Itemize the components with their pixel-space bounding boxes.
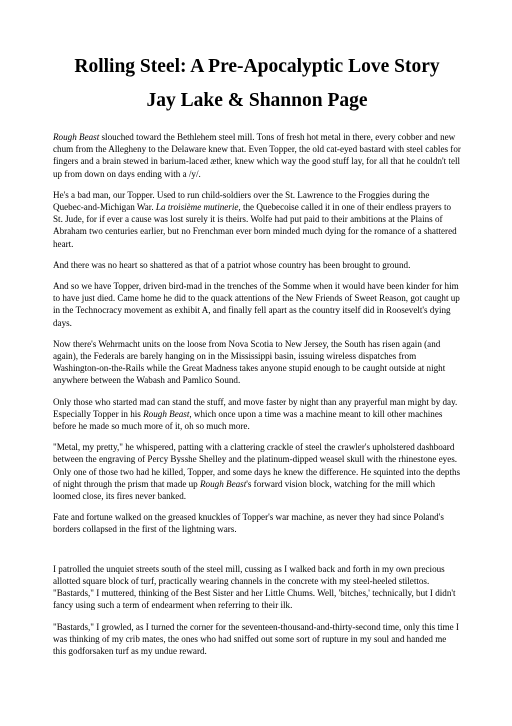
paragraph-text: And so we have Topper, driven bird-mad in the trenches of the Somme when it would have been kinder for him to have just died. Came home he did to the quack attentions of the New Friends of Sweet Reason, got caught up in the Technocracy movement as exhibit A, and finally fell apart as the country itself did in Roosevelt's dying days. xyxy=(53,281,460,328)
story-paragraph xyxy=(53,280,461,329)
paragraph-text: , the Quebecoise called it in one of their endless prayers to St. Jude, for if ever a cause was lost surely it is theirs. Wolfe had put paid to their ambitions at the Plains of Abraham two centuries earlier, but no Frenchman ever born minded much dying for the romance of a shattered heart. xyxy=(53,202,457,249)
story-paragraph xyxy=(53,338,461,387)
story-paragraph xyxy=(53,563,461,612)
paragraph-text: I patrolled the unquiet streets south of the steel mill, cussing as I walked back and forth in my own precious allotted square block of turf, practically wearing channels in the concrete with my steel-heeled stilettos. "Bastards," I muttered, thinking of the Best Sister and her Little Chums. Well, 'bitches,' technically, but I didn't fancy using such a term of endearment when referring to their ilk. xyxy=(53,563,456,611)
paragraph-text: Only those who started mad can stand the stuff, and move faster by night than any prayerful man might by day. Especially Topper in his xyxy=(53,396,458,419)
paragraph-text: Fate and fortune walked on the greased knuckles of Topper's war machine, as never they had since Poland's borders collapsed in the first of the lightning wars. xyxy=(53,512,444,535)
story-title: Rolling Steel: A Pre-Apocalyptic Love Story xyxy=(74,56,440,77)
paragraph-text: "Metal, my pretty," he whispered, patting with a clattering crackle of steel the crawler's upholstered dashboard between the engraving of Percy Bysshe Shelley and the platinum-dipped weasel skull with the rhinestone eyes. Only one of those two had he killed, Topper, and some days he knew the difference. He squinted into the depths of night through the prism that made up xyxy=(53,442,461,489)
paragraph-text: 's forward vision block, watching for the mill which loomed close, its fires never banked. xyxy=(53,478,436,502)
italic-text: Rough Beast xyxy=(143,408,190,419)
story-paragraph xyxy=(53,441,461,502)
paragraph-text: He's a bad man, our Topper. Used to run child-soldiers over the St. Lawrence to the Froggies during the Quebec-and-Michigan War. xyxy=(53,189,430,213)
story-paragraph xyxy=(53,396,461,433)
story-paragraph xyxy=(53,621,461,658)
title-block xyxy=(53,54,461,114)
story-body xyxy=(53,131,461,657)
italic-text: Rough Beast xyxy=(200,478,247,489)
paragraph-text: And there was no heart so shattered as that of a patriot whose country has been brought to ground. xyxy=(53,259,411,270)
italic-text: La troisième mutinerie xyxy=(155,202,239,213)
story-paragraph xyxy=(53,259,461,271)
paragraph-text: Now there's Wehrmacht units on the loose from Nova Scotia to New Jersey, the South has risen again (and again), the Federals are barely hanging on in the Mississippi basin, issuing wireless dispatches from Washington-on-the-Rails while the Great Madness takes anyone stupid enough to be caught outside at night anywhere between the Wabash and Pamlico Sound. xyxy=(53,338,446,386)
paragraph-text: "Bastards," I growled, as I turned the corner for the seventeen-thousand-and-thirty-second time, only this time I was thinking of my crib mates, the ones who had sniffed out some sort of rupture in my soul and handed me this godforsaken turf as my undue reward. xyxy=(53,621,459,656)
paragraph-text: slouched toward the Bethlehem steel mill. Tons of fresh hot metal in there, every cobber and new chum from the Allegheny to the Delaware knew that. Even Topper, the old cat-eyed bastard with steel cables for fingers and a brain stewed in barium-laced æther, knew which way the good stuff lay, for all that he couldn't tell up from down on days ending with a /y/. xyxy=(53,132,461,179)
paragraph-text: , which once upon a time was a machine meant to kill other machines before he made so much more of it, oh so much more. xyxy=(53,408,443,432)
story-authors: Jay Lake & Shannon Page xyxy=(146,90,368,111)
story-paragraph xyxy=(53,189,461,250)
story-paragraph xyxy=(53,131,461,180)
story-paragraph xyxy=(53,511,461,535)
italic-text: Rough Beast xyxy=(53,132,100,142)
